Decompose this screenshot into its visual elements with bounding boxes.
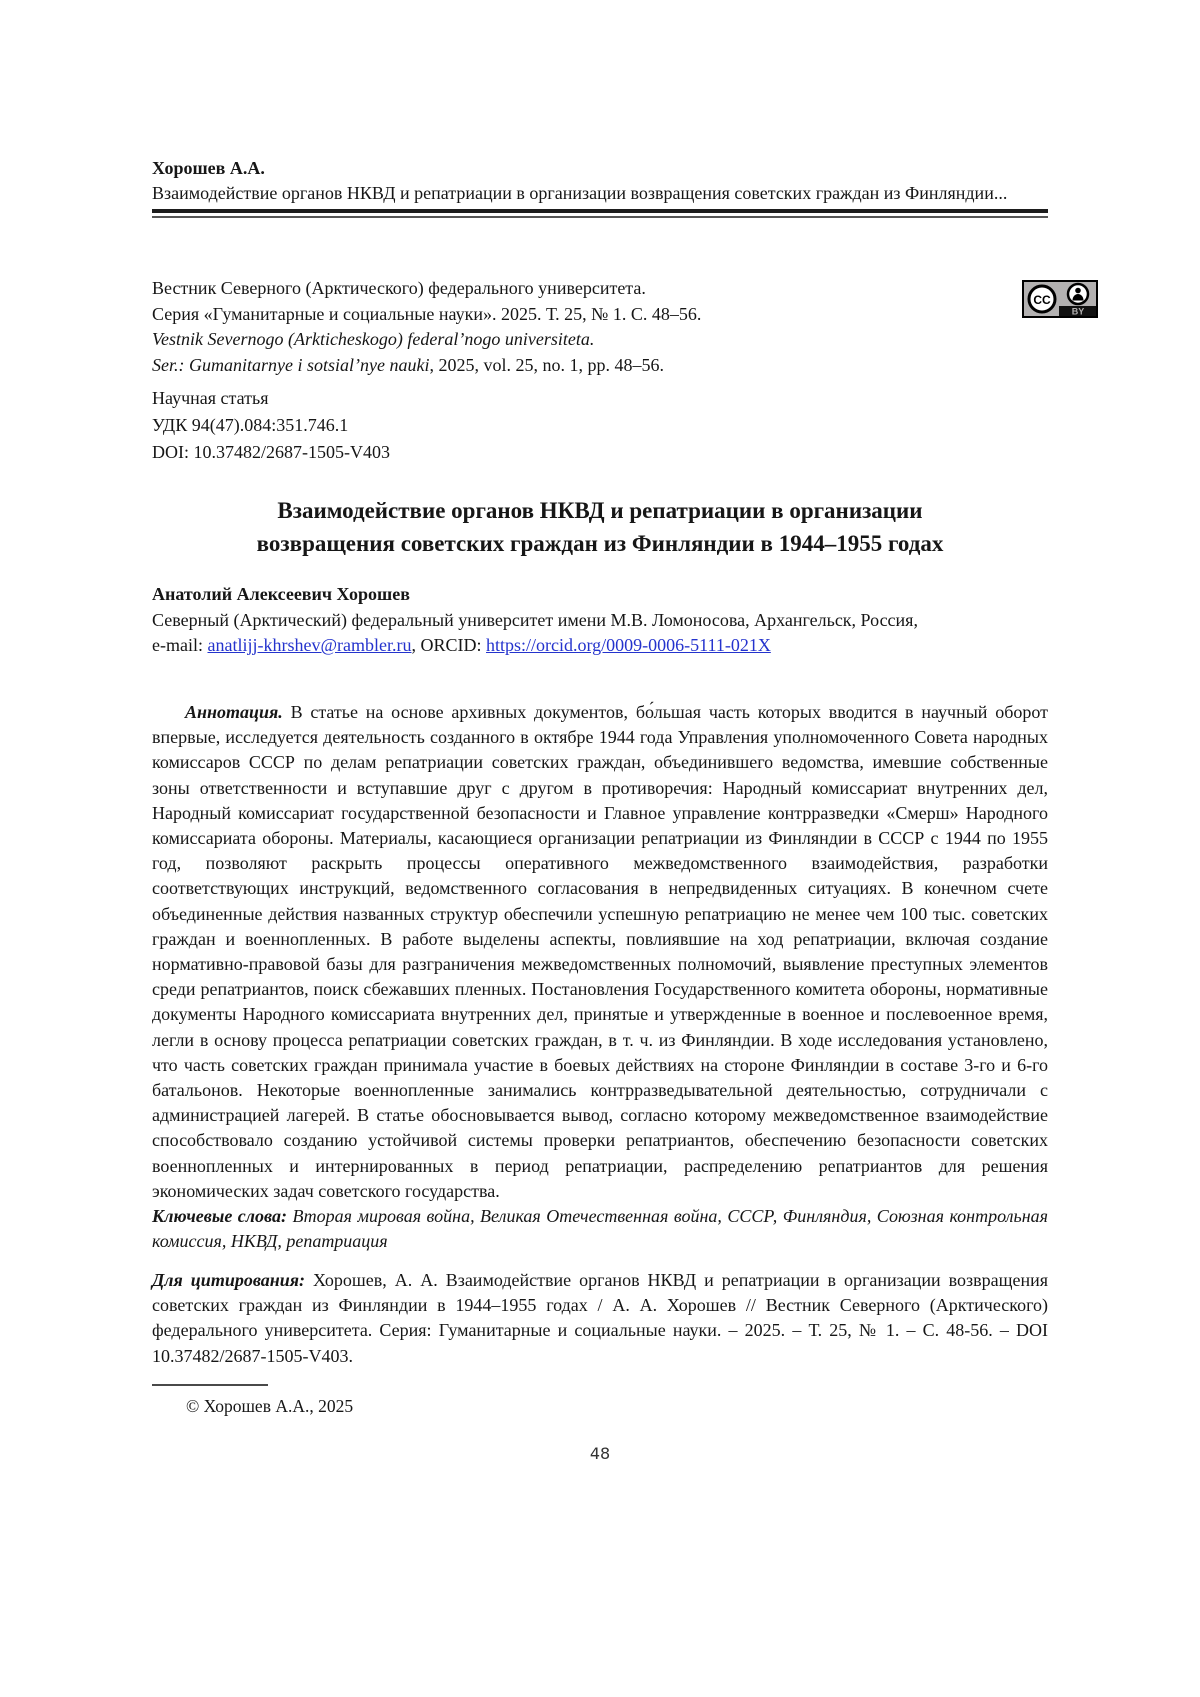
article-title-line1: Взаимодействие органов НКВД и репатриации в организации [277, 498, 923, 523]
running-head-author: Хорошев А.А. [152, 158, 265, 178]
running-head-title: Взаимодействие органов НКВД и репатриации в организации возвращения советских граждан из Финляндии... [152, 183, 1008, 203]
journal-en-line2 [152, 353, 1032, 379]
keywords-label: Ключевые слова: [152, 1206, 287, 1227]
journal-ru-line1: Вестник Северного (Арктического) федерального университета. [152, 278, 646, 298]
abstract-paragraph [152, 700, 1048, 1204]
abstract-text: В статье на основе архивных документов, бо́льшая часть которых вводится в научный оборот впервые, исследуется деятельность созданного в октябре 1944 года Управления уполномоченного Совета народных комиссаров СССР по делам репатриации советских граждан, объединившего ведомства, имевшие собственные зоны ответственности и вступавшие друг с другом в противоречия: Народный комиссариат внутренних дел, Народный комиссариат государственной безопасности и Главное управление контрразведки «Смерш» Народного комиссариата обороны. Материалы, касающиеся организации репатриации из Финляндии в СССР с 1944 по 1955 год, позволяют раскрыть процессы оперативного межведомственного взаимодействия, разработки соответствующих инструкций, ведомственного согласования в непредвиденных ситуациях. В конечном счете объединенные действия названных структур обеспечили успешную репатриацию не менее чем 100 тыс. советских граждан и военнопленных. В работе выделены аспекты, повлиявшие на ход репатриации, включая создание нормативно-правовой базы для разграничения межведомственных полномочий, выявление преступных элементов среди репатриантов, поиск сбежавших пленных. Постановления Государственного комитета обороны, нормативные документы Народного комиссариата внутренних дел, принятые и утвержденные в военное и послевоенное время, легли в основу процесса репатриации советских граждан, в т. ч. из Финляндии. В ходе исследования установлено, что часть советских граждан принимала участие в боевых действиях на стороне Финляндии в составе 3-го и 6-го батальонов. Некоторые военнопленные занимались контрразведывательной деятельностью, сотрудничали с администрацией лагерей. В статье обосновывается вывод, согласно которому межведомственное взаимодействие способствовало созданию устойчивой системы проверки репатриантов, обеспечению безопасности советских военнопленных и интернированных в период репатриации, распределению репатриантов для решения экономических задач советского государства. [152, 702, 1048, 1201]
doi-number: DOI: 10.37482/2687-1505-V403 [152, 442, 390, 462]
for-citation-block [152, 1268, 1048, 1369]
for-citation-label: Для цитирования: [152, 1270, 306, 1290]
journal-en-line2-title: Ser.: Gumanitarnye i sotsial’nye nauki [152, 354, 430, 375]
article-title [152, 494, 1048, 560]
orcid-link[interactable]: https://orcid.org/0009-0006-5111-021X [486, 635, 771, 655]
orcid-label: , ORCID: [411, 635, 487, 655]
author-block [152, 582, 1048, 659]
keywords-text: Вторая мировая война, Великая Отечественная война, СССР, Финляндия, Союзная контрольная комиссия, НКВД, репатриация [152, 1206, 1048, 1252]
abstract-label: Аннотация. [185, 702, 283, 722]
author-contacts [152, 633, 1048, 659]
article-title-line2: возвращения советских граждан из Финляндии в 1944–1955 годах [256, 531, 944, 556]
journal-ru-line2: Серия «Гуманитарные и социальные науки». 2025. Т. 25, № 1. С. 48–56. [152, 303, 702, 324]
email-link[interactable]: anatlijj-khrshev@rambler.ru [207, 635, 412, 655]
udk-number: УДК 94(47).084:351.746.1 [152, 415, 349, 435]
journal-citation-block [152, 276, 1032, 378]
divider-thick-rule [152, 209, 1048, 213]
running-head [152, 156, 1048, 206]
divider-thin-rule [152, 216, 1048, 218]
person-icon [1068, 284, 1088, 304]
email-label: e-mail: [152, 635, 208, 655]
author-affiliation: Северный (Арктический) федеральный университет имени М.В. Ломоносова, Архангельск, Россия, [152, 609, 918, 630]
journal-en-line2-rest: , 2025, vol. 25, no. 1, pp. 48–56. [429, 354, 664, 375]
cc-by-badge [1022, 280, 1098, 318]
author-name: Анатолий Алексеевич Хорошев [152, 584, 410, 604]
cc-by-badge-image [1022, 280, 1098, 318]
for-citation-text: Хорошев, А. А. Взаимодействие органов НКВД и репатриации в организации возвращения советских граждан из Финляндии в 1944–1955 годах / А. А. Хорошев // Вестник Северного (Арктического) федерального университета. Серия: Гуманитарные и социальные науки. – 2025. – Т. 25, № 1. – С. 48-56. – DOI 10.37482/2687-1505-V403. [152, 1270, 1049, 1366]
journal-en-line1: Vestnik Severnogo (Arkticheskogo) federal’nogo universiteta. [152, 329, 595, 349]
for-citation-paragraph [152, 1268, 1048, 1369]
article-type: Научная статья [152, 388, 269, 408]
copyright-line: © Хорошев А.А., 2025 [186, 1396, 354, 1416]
cc-label: CC [1033, 293, 1051, 307]
footnote-rule [152, 1384, 268, 1386]
header-divider [152, 209, 1048, 218]
page-number: 48 [589, 1444, 611, 1463]
keywords-paragraph [152, 1204, 1048, 1254]
article-meta-block [152, 385, 1048, 466]
abstract-and-keywords [152, 700, 1048, 1254]
by-label: BY [1071, 306, 1085, 317]
